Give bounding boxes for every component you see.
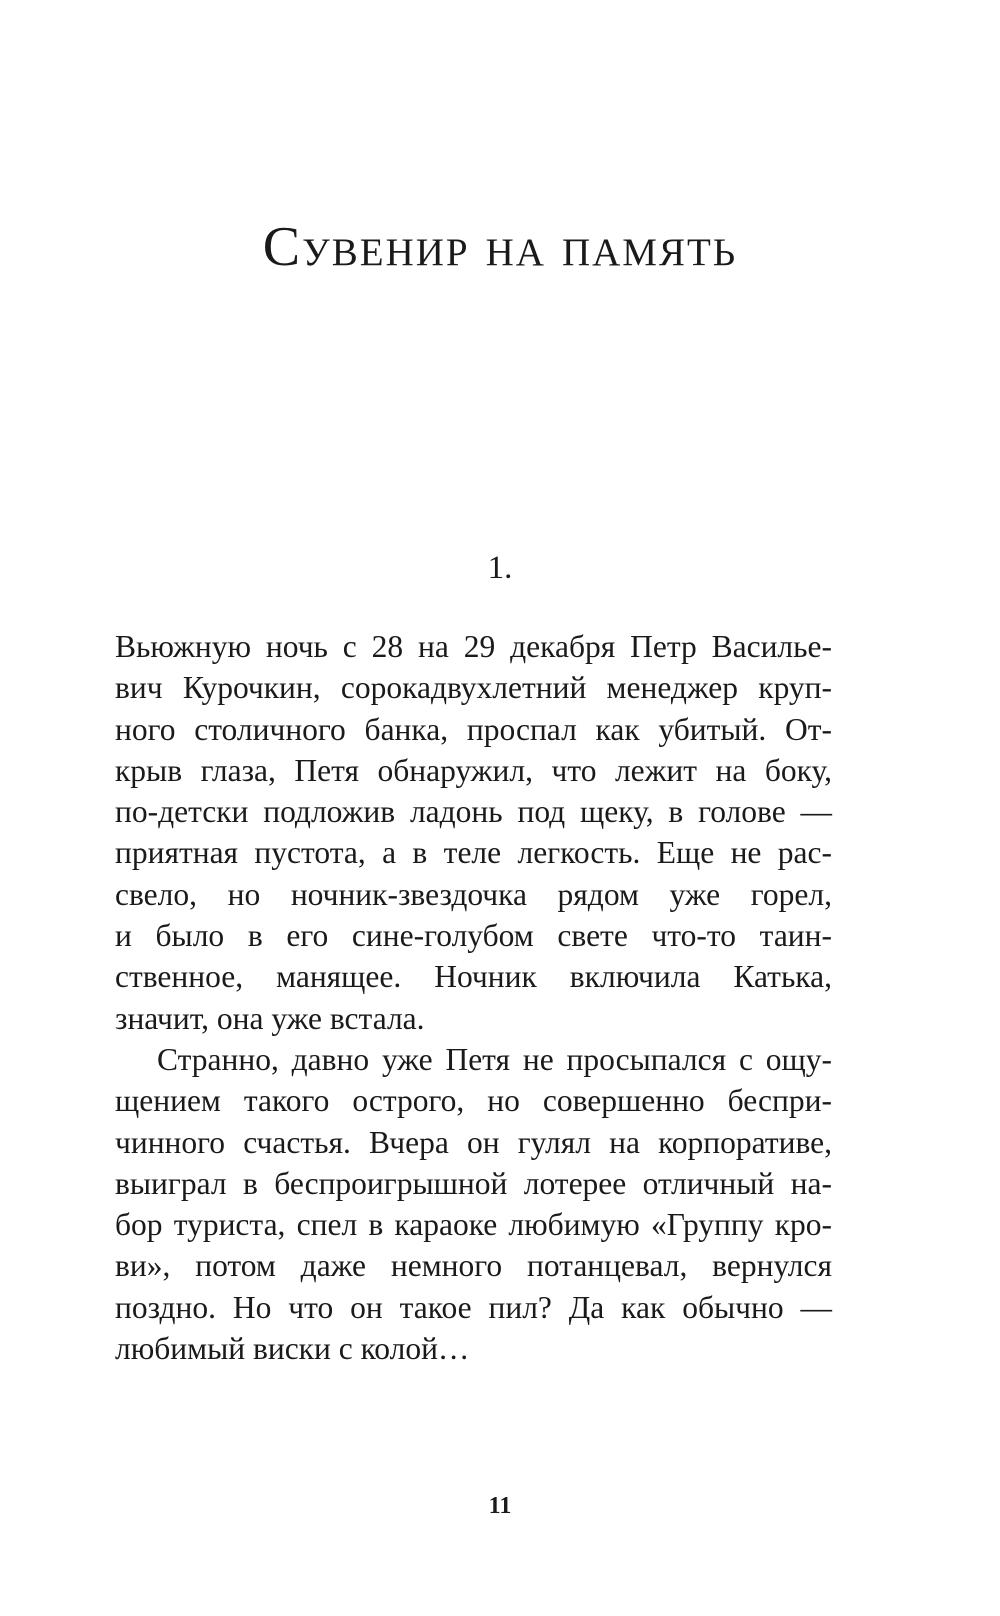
paragraph-2-line-2: щением такого острого, но совершенно беспри- [115,1083,832,1119]
paragraph-2-line-5: бор туриста, спел в караоке любимую «Группу кро- [115,1207,832,1243]
paragraph-1-line-9: ственное, манящее. Ночник включила Катька, [115,959,832,995]
paragraph-1-line-5: по-детски подложив ладонь под щеку, в голове — [115,794,832,830]
section-number: 1. [487,550,513,586]
paragraph-2-line-4: выиграл в беспроигрышной лотерее отличный на- [115,1165,832,1201]
paragraph-1-line-7: свело, но ночник-звездочка рядом уже горел, [115,876,832,912]
paragraph-1-line-8: и было в его сине-голубом свете что-то таин- [115,918,832,954]
paragraph-2-line-3: чинного счастья. Вчера он гулял на корпоративе, [115,1124,832,1160]
paragraph-1-line-2: вич Курочкин, сорокадвухлетний менеджер круп- [115,670,832,706]
page-number: 11 [488,1493,512,1519]
paragraph-1-line-1: Вьюжную ночь с 28 на 29 декабря Петр Василье- [115,629,832,664]
paragraph-1-line-3: ного столичного банка, проспал как убитый. От- [115,711,832,747]
paragraph-2-line-7: поздно. Но что он такое пил? Да как обычно — [115,1289,832,1325]
paragraph-1-line-4: крыв глаза, Петя обнаружил, что лежит на боку, [115,752,832,788]
chapter-title: Сувенир на память [262,216,738,278]
paragraph-2-line-6: ви», потом даже немного потанцевал, вернулся [115,1248,832,1284]
paragraph-1-line-10: значит, она уже встала. [115,1000,425,1036]
paragraph-2-line-8: любимый виски с колой… [115,1331,470,1367]
body-text [115,626,832,1369]
paragraph-1-line-6: приятная пустота, а в теле легкость. Еще не рас- [115,835,832,871]
paragraph-2-line-1: Странно, давно уже Петя не просыпался с ощу- [157,1041,832,1077]
